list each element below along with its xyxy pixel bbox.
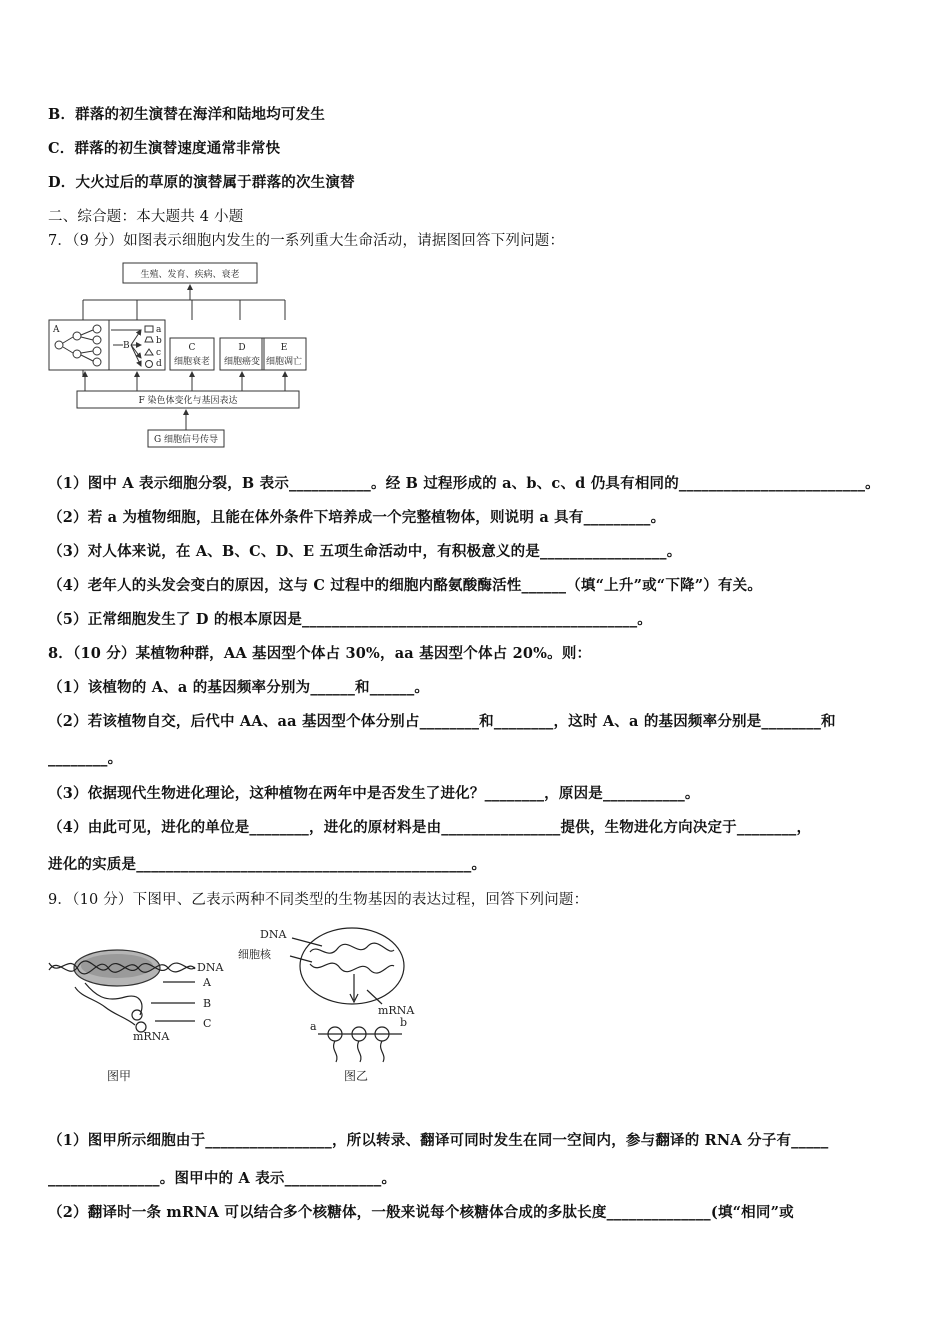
label-b: B xyxy=(123,341,130,351)
svg-text:细胞癌变: 细胞癌变 xyxy=(223,357,261,367)
top-box-text: 生殖、发育、疾病、衰老 xyxy=(140,270,240,280)
q7-stem: 7．（9 分）如图表示细胞内发生的一系列重大生命活动，请据图回答下列问题： xyxy=(48,233,565,249)
q8-stem: 8．（10 分）某植物种群，AA 基因型个体占 30%，aa 基因型个体占 20%。则： xyxy=(48,645,592,662)
svg-text:c: c xyxy=(156,348,162,358)
q9-figure-yi xyxy=(232,922,432,1090)
q7-p2: （2）若 a 为植物细胞，且能在体外条件下培养成一个完整植物体，则说明 a 具有_________。 xyxy=(48,509,666,526)
jia-a-label: A xyxy=(203,976,211,989)
q8-p1: （1）该植物的 A、a 的基因频率分别为______和______。 xyxy=(48,679,430,696)
q9-p1b: _______________。图甲中的 A 表示_____________。 xyxy=(48,1170,397,1187)
label-e: E xyxy=(280,343,288,353)
label-c: C xyxy=(188,343,196,353)
jia-dna-label: DNA xyxy=(197,961,224,974)
svg-text:a: a xyxy=(156,325,162,335)
q7-p4: （4）老年人的头发会变白的原因，这与 C 过程中的细胞内酪氨酸酶活性______（填“上升”或“下降”）有关。 xyxy=(48,577,763,594)
q7-p1: （1）图中 A 表示细胞分裂，B 表示___________。经 B 过程形成的 a、b、c、d 仍具有相同的_________________________。 xyxy=(48,475,880,492)
q9-stem: 9．（10 分）下图甲、乙表示两种不同类型的生物基因的表达过程，回答下列问题： xyxy=(48,892,589,908)
q8-p4b: 进化的实质是_____________________________________________。 xyxy=(48,856,487,873)
yi-caption: 图乙 xyxy=(344,1069,369,1083)
yi-b-label: b xyxy=(400,1016,408,1029)
q7-p3: （3）对人体来说，在 A、B、C、D、E 五项生命活动中，有积极意义的是_________________。 xyxy=(48,543,682,560)
q9-p2: （2）翻译时一条 mRNA 可以结合多个核糖体，一般来说每个核糖体合成的多肽长度______________(填“相同”或 xyxy=(48,1204,794,1221)
jia-b-label: B xyxy=(203,997,212,1010)
yi-dna-label: DNA xyxy=(260,928,287,941)
yi-mrna-label: mRNA xyxy=(378,1004,415,1017)
q9-figure-jia xyxy=(45,935,245,1090)
q7-p5: （5）正常细胞发生了 D 的根本原因是_____________________________________________。 xyxy=(48,611,653,628)
label-d: D xyxy=(238,343,246,353)
svg-text:细胞凋亡: 细胞凋亡 xyxy=(265,357,303,367)
yi-nucleus-label: 细胞核 xyxy=(238,948,271,961)
q8-p2b: ________。 xyxy=(48,750,123,767)
yi-a-label: a xyxy=(310,1020,317,1033)
q8-p4a: （4）由此可见，进化的单位是________，进化的原材料是由________________提供，生物进化方向决定于________， xyxy=(48,819,812,836)
jia-c-label: C xyxy=(203,1017,212,1030)
label-a: A xyxy=(53,325,60,335)
option-b: B．群落的初生演替在海洋和陆地均可发生 xyxy=(48,106,326,123)
label-g: G 细胞信号传导 xyxy=(153,435,219,445)
svg-text:b: b xyxy=(156,336,162,346)
svg-text:d: d xyxy=(156,359,162,369)
q8-p2a: （2）若该植物自交，后代中 AA、aa 基因型个体分别占________和________，这时 A、a 的基因频率分别是________和 xyxy=(48,713,836,730)
q9-p1a: （1）图甲所示细胞由于_________________，所以转录、翻译可同时发生在同一空间内，参与翻译的 RNA 分子有_____ xyxy=(48,1132,829,1149)
option-d: D．大火过后的草原的演替属于群落的次生演替 xyxy=(48,174,355,191)
jia-mrna-label: mRNA xyxy=(133,1030,170,1043)
q8-p3: （3）依据现代生物进化理论，这种植物在两年中是否发生了进化？________，原因是___________。 xyxy=(48,785,700,802)
svg-text:细胞衰老: 细胞衰老 xyxy=(173,357,211,367)
q7-diagram xyxy=(45,258,307,454)
jia-caption: 图甲 xyxy=(107,1069,132,1083)
section-heading: 二、综合题：本大题共 4 小题 xyxy=(48,209,244,225)
label-f: F 染色体变化与基因表达 xyxy=(138,396,238,406)
option-c: C．群落的初生演替速度通常非常快 xyxy=(48,140,281,157)
